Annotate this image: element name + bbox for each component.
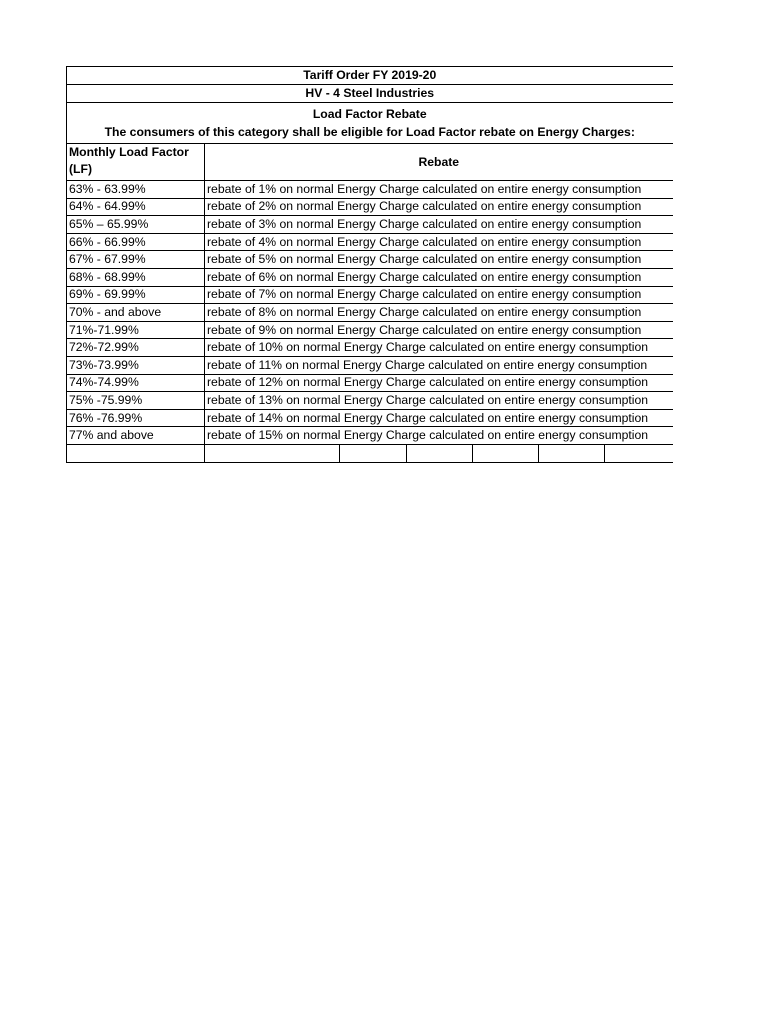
intro-text: The consumers of this category shall be eligible for Load Factor rebate on Energy Charges: (104, 125, 635, 139)
table-row (67, 198, 673, 216)
load-factor-cell: 75% -75.99% (67, 392, 205, 410)
load-factor-cell: 69% - 69.99% (67, 286, 205, 304)
rebate-cell: rebate of 10% on normal Energy Charge calculated on entire energy consumption (205, 339, 673, 357)
rebate-cell: rebate of 1% on normal Energy Charge calculated on entire energy consumption (205, 181, 673, 199)
table-row (67, 374, 673, 392)
table-row (67, 216, 673, 234)
rebate-cell: rebate of 15% on normal Energy Charge calculated on entire energy consumption (205, 427, 673, 445)
load-factor-cell: 64% - 64.99% (67, 198, 205, 216)
table-row (67, 304, 673, 322)
rebate-cell: rebate of 9% on normal Energy Charge calculated on entire energy consumption (205, 321, 673, 339)
rebate-cell: rebate of 12% on normal Energy Charge calculated on entire energy consumption (205, 374, 673, 392)
load-factor-cell: 73%-73.99% (67, 356, 205, 374)
column-header-load-factor: Monthly Load Factor (LF) (67, 144, 205, 181)
table-row (67, 427, 673, 445)
table-row (67, 356, 673, 374)
empty-cell (340, 444, 407, 462)
load-factor-cell: 74%-74.99% (67, 374, 205, 392)
rebate-cell: rebate of 5% on normal Energy Charge calculated on entire energy consumption (205, 251, 673, 269)
rebate-cell: rebate of 4% on normal Energy Charge calculated on entire energy consumption (205, 233, 673, 251)
table-row (67, 392, 673, 410)
rebate-cell: rebate of 6% on normal Energy Charge calculated on entire energy consumption (205, 268, 673, 286)
load-factor-cell: 77% and above (67, 427, 205, 445)
table-row (67, 233, 673, 251)
empty-cell (605, 444, 673, 462)
intro-block (67, 103, 673, 144)
empty-cell (205, 444, 340, 462)
table-row (67, 339, 673, 357)
load-factor-cell: 72%-72.99% (67, 339, 205, 357)
tariff-sheet (66, 66, 672, 463)
empty-grid-row (67, 444, 673, 462)
load-factor-cell: 70% - and above (67, 304, 205, 322)
empty-cell (473, 444, 539, 462)
empty-cell (539, 444, 605, 462)
load-factor-cell: 65% – 65.99% (67, 216, 205, 234)
table-row (67, 409, 673, 427)
rebate-cell: rebate of 13% on normal Energy Charge calculated on entire energy consumption (205, 392, 673, 410)
rebate-cell: rebate of 7% on normal Energy Charge calculated on entire energy consumption (205, 286, 673, 304)
tariff-order-title: Tariff Order FY 2019-20 (67, 67, 673, 85)
rebate-cell: rebate of 3% on normal Energy Charge calculated on entire energy consumption (205, 216, 673, 234)
empty-cell (67, 444, 205, 462)
rebate-cell: rebate of 8% on normal Energy Charge calculated on entire energy consumption (205, 304, 673, 322)
section-heading: Load Factor Rebate (312, 107, 427, 121)
table-row (67, 181, 673, 199)
table-row (67, 268, 673, 286)
rebate-cell: rebate of 14% on normal Energy Charge calculated on entire energy consumption (205, 409, 673, 427)
column-header-rebate: Rebate (205, 144, 673, 181)
table-row (67, 251, 673, 269)
rebate-table (66, 66, 673, 463)
table-row (67, 321, 673, 339)
load-factor-cell: 71%-71.99% (67, 321, 205, 339)
table-row (67, 286, 673, 304)
empty-cell (407, 444, 473, 462)
load-factor-cell: 67% - 67.99% (67, 251, 205, 269)
load-factor-cell: 66% - 66.99% (67, 233, 205, 251)
load-factor-cell: 76% -76.99% (67, 409, 205, 427)
rebate-cell: rebate of 11% on normal Energy Charge calculated on entire energy consumption (205, 356, 673, 374)
load-factor-cell: 63% - 63.99% (67, 181, 205, 199)
rebate-cell: rebate of 2% on normal Energy Charge calculated on entire energy consumption (205, 198, 673, 216)
category-title: HV - 4 Steel Industries (67, 85, 673, 103)
load-factor-cell: 68% - 68.99% (67, 268, 205, 286)
